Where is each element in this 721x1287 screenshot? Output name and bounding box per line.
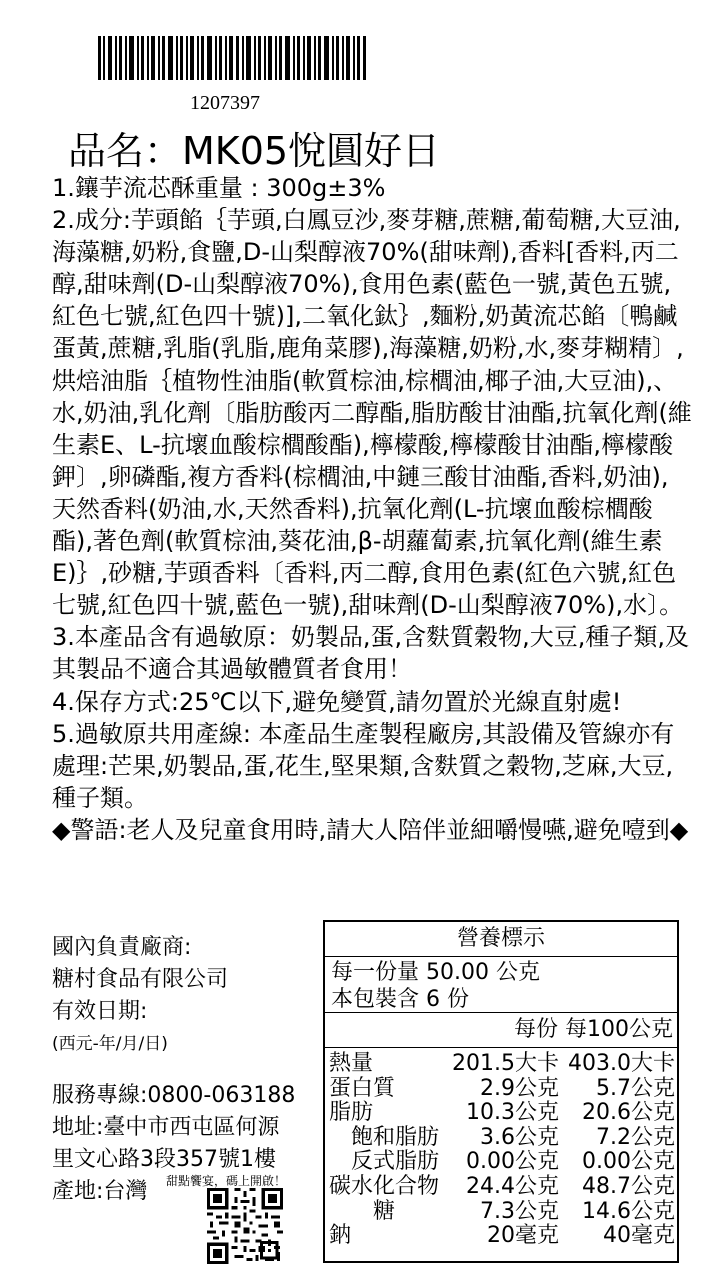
per-serving-value: 20毫克 — [487, 1223, 559, 1249]
nutrient-row — [325, 1224, 677, 1249]
manufacturer-label: 國內負責廠商: — [52, 935, 192, 960]
storage-instructions: 4.保存方式:25℃以下,避免變質,請勿置於光線直射處! — [52, 687, 622, 716]
nutrient-row — [325, 1101, 677, 1126]
manufacturer-name: 糖村食品有限公司 — [52, 967, 229, 992]
per-100g-value: 14.6公克 — [582, 1198, 675, 1224]
nutrient-label: 熱量 — [329, 1051, 374, 1076]
per-100g-value: 5.7公克 — [596, 1075, 675, 1101]
nutrient-label: 飽和脂肪 — [329, 1124, 440, 1150]
nutrient-row — [325, 1077, 677, 1102]
product-title: 品名：MK05悅圓好日 — [68, 129, 441, 173]
warning: ◆警語:老人及兒童食用時,請大人陪伴並細嚼慢嚥,避免噎到◆ — [52, 815, 689, 844]
per-serving-value: 0.00公克 — [466, 1149, 559, 1175]
nutrient-row — [325, 1126, 677, 1151]
per-100g-value: 7.2公克 — [596, 1124, 675, 1150]
shared-line-allergens: 5.過敏原共用產線: 本產品生產製程廠房,其設備及管線亦有處理:芒果,奶製品,蛋,花生,堅果類,含麩質之穀物,芝麻,大豆,種子類。 — [52, 719, 675, 812]
nutrient-row — [325, 1052, 677, 1077]
nutrient-row — [325, 1150, 677, 1175]
nutrient-label: 碳水化合物 — [329, 1173, 440, 1199]
address-line-1: 地址:臺中市西屯區何源 — [52, 1115, 280, 1140]
qr-slogan: 甜點饗宴，碼上開啟！ — [166, 1174, 287, 1188]
serving-info — [325, 957, 677, 1013]
per-100g-value: 48.7公克 — [582, 1173, 675, 1199]
origin: 產地:台灣 — [52, 1179, 148, 1204]
per-100g-value: 403.0大卡 — [568, 1051, 675, 1076]
servings-per-package: 本包裝含 6 份 — [331, 987, 469, 1012]
per-serving-value: 24.4公克 — [466, 1173, 559, 1199]
per-100g-value: 40毫克 — [603, 1223, 675, 1249]
per-100g-value: 20.6公克 — [582, 1100, 675, 1126]
nutrition-title: 營養標示 — [325, 922, 677, 957]
barcode — [98, 36, 366, 80]
label-body — [52, 172, 692, 846]
nutrient-label: 鈉 — [329, 1223, 352, 1249]
nutrition-facts-table — [323, 920, 679, 1263]
address-line-2: 里文心路3段357號1樓 — [52, 1147, 276, 1172]
nutrient-label: 脂肪 — [329, 1100, 374, 1126]
nutrient-label: 反式脂肪 — [329, 1149, 440, 1175]
per-serving-value: 10.3公克 — [466, 1100, 559, 1126]
per-serving-value: 201.5大卡 — [452, 1051, 559, 1076]
qr-code[interactable] — [207, 1188, 283, 1264]
per-serving-value: 3.6公克 — [480, 1124, 559, 1150]
company-info — [52, 932, 295, 1208]
nutrient-label: 蛋白質 — [329, 1075, 396, 1101]
service-line: 服務專線:0800-063188 — [52, 1083, 296, 1108]
allergen-notice: 3.本產品含有過敏原：奶製品,蛋,含麩質穀物,大豆,種子類,及其製品不適合其過敏體質者食用！ — [52, 623, 690, 684]
net-weight: 1.鑲芋流芯酥重量 : 300g±3% — [52, 174, 386, 202]
expiry-format: (西元-年/月/日) — [52, 1034, 168, 1054]
nutrient-row — [325, 1175, 677, 1200]
per-serving-value: 2.9公克 — [480, 1075, 559, 1101]
ingredients: 2.成分:芋頭餡｛芋頭,白鳳豆沙,麥芽糖,蔗糖,葡萄糖,大豆油,海藻糖,奶粉,食鹽,D-山梨醇液70%(甜味劑),香料[香料,丙二醇,甜味劑(D-山梨醇液70%),食用色素(藍色一號,黃色五號,紅色七號,紅色四十號)],二氧化鈦｝,麵粉,奶黃流芯餡〔鴨鹹蛋黃,蔗糖,乳脂(乳脂,鹿角菜膠),海藻糖,奶粉,水,麥芽糊精〕,烘焙油脂｛植物性油脂(軟質棕油,棕櫚油,椰子油,大豆油),、水,奶油,乳化劑〔脂肪酸丙二醇酯,脂肪酸甘油酯,抗氧化劑(維生素E、L-抗壞血酸棕櫚酸酯),檸檬酸,檸檬酸甘油酯,檸檬酸鉀〕,卵磷酯,複方香料(棕櫚油,中鏈三酸甘油酯,香料,奶油),天然香料(奶油,水,天然香料),抗氧化劑(L-抗壞血酸棕櫚酸酯),著色劑(軟質棕油,葵花油,β-胡蘿蔔素,抗氧化劑(維生素E)｝,砂糖,芋頭香料〔香料,丙二醇,食用色素(紅色六號,紅色七號,紅色四十號,藍色一號),甜味劑(D-山梨醇液70%),水〕。 — [52, 206, 692, 620]
expiry-label: 有效日期: — [52, 999, 148, 1024]
nutrient-label: 糖 — [329, 1198, 396, 1224]
per-100g-value: 0.00公克 — [582, 1149, 675, 1175]
serving-size: 每一份量 50.00 公克 — [331, 960, 540, 985]
per-serving-value: 7.3公克 — [480, 1198, 559, 1224]
column-header: 每份 每100公克 — [325, 1013, 677, 1048]
barcode-number: 1207397 — [190, 92, 260, 114]
nutrient-row — [325, 1200, 677, 1225]
